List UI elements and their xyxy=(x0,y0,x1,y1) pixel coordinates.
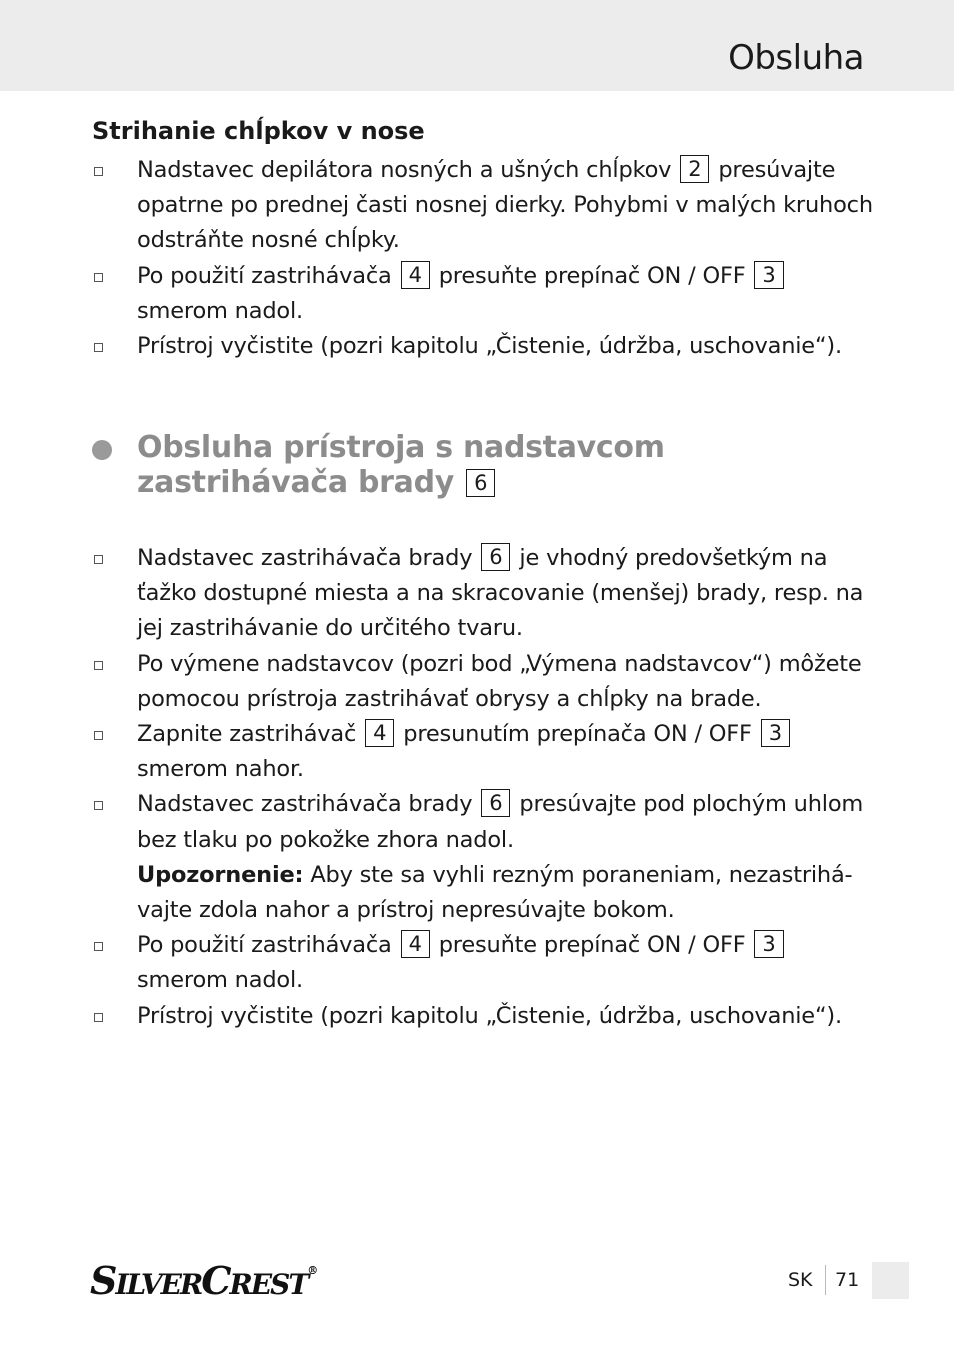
footer-box xyxy=(872,1262,909,1299)
list-item: Nadstavec zastrihávača brady 6 je vhodný predovšetkým na ťažko dostupné miesta a na skracovanie (menšej) brady, resp. na jej zastrihávanie do určitého tvaru. xyxy=(92,541,882,647)
list-item: Prístroj vyčistite (pozri kapitolu „Čistenie, údržba, uschovanie“). xyxy=(92,329,882,364)
part-reference: 2 xyxy=(680,155,709,183)
list-item: Prístroj vyčistite (pozri kapitolu „Čistenie, údržba, uschovanie“). xyxy=(92,999,882,1034)
list-item: Po použití zastrihávača 4 presuňte prepínač ON / OFF 3 smerom nadol. xyxy=(92,259,882,329)
part-reference: 6 xyxy=(481,789,510,817)
warning-label: Upozornenie: xyxy=(137,861,304,888)
nose-trimming-list xyxy=(92,153,882,364)
list-item: Po výmene nadstavcov (pozri bod „Výmena nadstavcov“) môžete pomocou prístroja zastrihávať obrysy a chĺpky na brade. xyxy=(92,647,882,717)
part-reference: 4 xyxy=(401,930,430,958)
language-code: SK xyxy=(788,1269,813,1291)
beard-trimmer-list xyxy=(92,541,882,1034)
part-reference: 3 xyxy=(754,930,783,958)
part-reference: 3 xyxy=(761,719,790,747)
list-item: Nadstavec zastrihávača brady 6 presúvajte pod plochým uhlom bez tlaku po pokožke zhora nadol. Upozornenie: Aby ste sa vyhli rezným poraneniam, nezastrihá- vajte zdola nahor a prístroj nepresúvajte bokom. xyxy=(92,787,882,928)
part-reference: 3 xyxy=(754,261,783,289)
list-item: Zapnite zastrihávač 4 presunutím prepínača ON / OFF 3 smerom nahor. xyxy=(92,717,882,787)
bullet-dot-icon xyxy=(92,440,112,460)
checkbox-bullet xyxy=(94,731,103,740)
checkbox-bullet xyxy=(94,661,103,670)
checkbox-bullet xyxy=(94,167,103,176)
checkbox-bullet xyxy=(94,942,103,951)
checkbox-bullet xyxy=(94,1013,103,1022)
checkbox-bullet xyxy=(94,555,103,564)
page-title: Obsluha xyxy=(728,38,864,78)
page-number: 71 xyxy=(835,1269,860,1291)
part-reference: 6 xyxy=(481,543,510,571)
checkbox-bullet xyxy=(94,273,103,282)
part-reference: 6 xyxy=(466,469,495,497)
footer-divider xyxy=(825,1265,826,1295)
list-item: Po použití zastrihávača 4 presuňte prepínač ON / OFF 3 smerom nadol. xyxy=(92,928,882,998)
list-item: Nadstavec depilátora nosných a ušných chĺpkov 2 presúvajte opatrne po prednej časti nosnej dierky. Pohybmi v malých kruhoch odstráňte nosné chĺpky. xyxy=(92,153,882,259)
part-reference: 4 xyxy=(365,719,394,747)
part-reference: 4 xyxy=(401,261,430,289)
silvercrest-logo: SILVERCREST® xyxy=(90,1258,319,1303)
section-heading-nose-trimming: Strihanie chĺpkov v nose xyxy=(92,117,425,145)
checkbox-bullet xyxy=(94,343,103,352)
checkbox-bullet xyxy=(94,801,103,810)
